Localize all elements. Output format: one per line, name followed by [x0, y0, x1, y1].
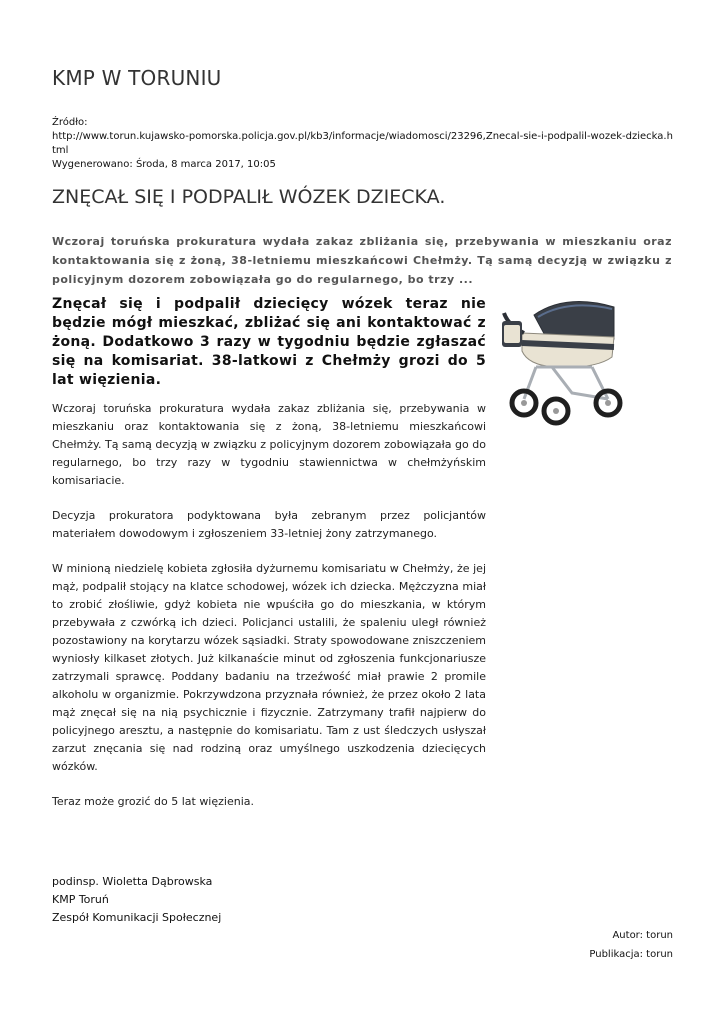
signature-name: podinsp. Wioletta Dąbrowska [52, 875, 213, 888]
paragraph: Wczoraj toruńska prokuratura wydała zakaz zbliżania się, przebywania w mieszkaniu oraz kontaktowania się z żoną, 38-letniemu mieszkańcowi Chełmży. Tą samą decyzją w związku z policyjnym dozorem zobowiązała go do regularnego, bo trzy razy w tygodniu stawiennictwa w chełmżyńskim komisariacie. [52, 402, 486, 487]
article-lead: Wczoraj toruńska prokuratura wydała zakaz zbliżania się, przebywania w mieszkaniu oraz kontaktowania się z żoną, 38-letniemu mieszkańcowi Chełmży. Tą samą decyzją w związku z policyjnym dozorem zobowiązała go do regularnego, bo trzy ... [52, 235, 672, 286]
article-headline: Znęcał się i podpalił dziecięcy wózek teraz nie będzie mógł mieszkać, zbliżać się ani kontaktować z żoną. Dodatkowo 3 razy w tygodniu będzie zgłaszać się na komisariat. 38-latkowi z Chełmży grozi do 5 lat więzienia. [52, 296, 486, 388]
footer-publication: Publikacja: torun [589, 949, 673, 960]
footer-author: Autor: torun [612, 930, 673, 941]
paragraph: Teraz może grozić do 5 lat więzienia. [52, 795, 254, 808]
stroller-photo [496, 295, 624, 427]
article-title: ZNĘCAŁ SIĘ I PODPALIŁ WÓZEK DZIECKA. [52, 186, 446, 208]
stroller-body [522, 333, 614, 367]
source-label: Źródło: [52, 117, 88, 128]
signature-team: Zespół Komunikacji Społecznej [52, 911, 222, 924]
generated-date: Wygenerowano: Środa, 8 marca 2017, 10:05 [52, 159, 276, 170]
article-body [52, 400, 486, 828]
signature-unit: KMP Toruń [52, 893, 109, 906]
paragraph: Decyzja prokuratora podyktowana była zebranym przez policjantów materiałem dowodowym i zgłoszeniem 33-letniej żony zatrzymanego. [52, 509, 486, 540]
site-title: KMP W TORUNIU [52, 66, 222, 90]
paragraph: W minioną niedzielę kobieta zgłosiła dyżurnemu komisariatu w Chełmży, że jej mąż, podpalił stojący na klatce schodowej, wózek ich dziecka. Mężczyzna miał to zrobić złośliwie, gdyż kobieta nie wpuściła go do mieszkania, w którym przebywała z czwórką ich dzieci. Policjanci ustalili, że spaleniu uległ również pozostawiony na korytarzu wózek sąsiadki. Straty spowodowane zniszczeniem wyniosły kilkaset złotych. Już kilkanaście minut od zgłoszenia funkcjonariusze zatrzymali sprawcę. Poddany badaniu na trzeźwość miał prawie 2 promile alkoholu w organizmie. Pokrzywdzona przyznała również, że przez około 2 lata mąż znęcał się na nią psychicznie i fizycznie. Zatrzymany trafił najpierw do policyjnego aresztu, a następnie do komisariatu. Tam z ust śledczych usłyszał zarzut znęcania się nad rodziną oraz umyślnego uszkodzenia dziecięcych wózków. [52, 562, 486, 773]
signature [52, 873, 221, 927]
footer [589, 926, 673, 964]
meta-info [52, 116, 676, 172]
source-url[interactable]: http://www.torun.kujawsko-pomorska.policja.gov.pl/kb3/informacje/wiadomosci/23296,Znecal-sie-i-podpalil-wozek-dziecka.html [52, 131, 673, 156]
